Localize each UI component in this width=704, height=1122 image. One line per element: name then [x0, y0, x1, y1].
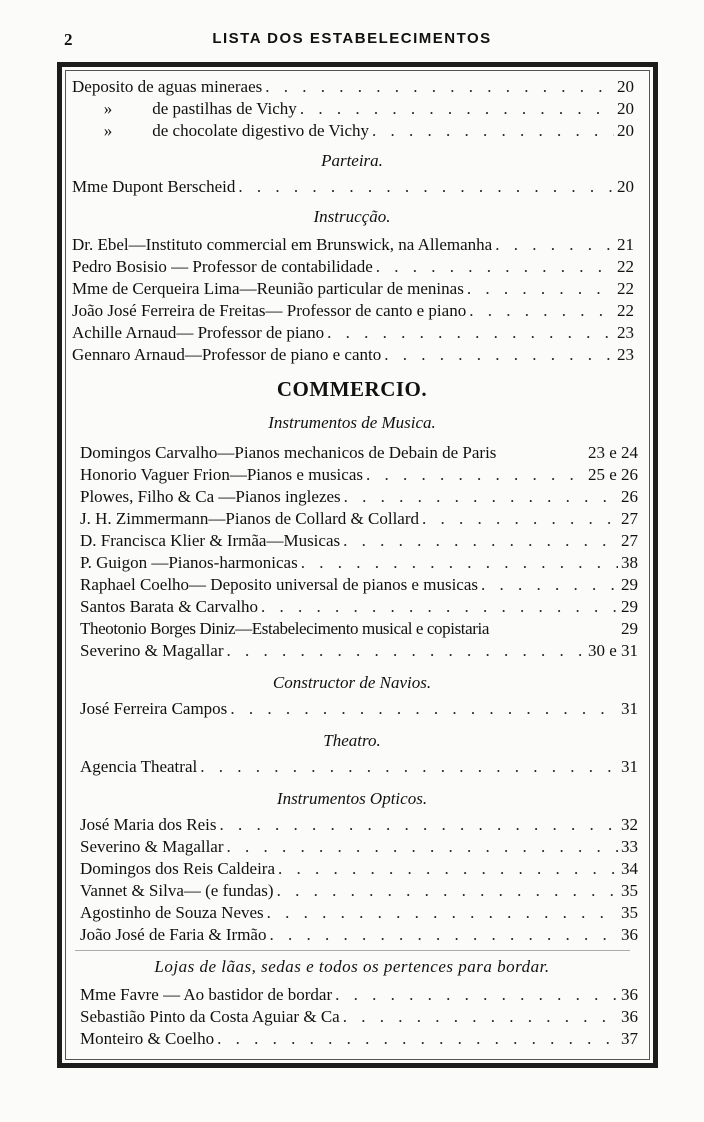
- dot-leader: [200, 756, 618, 778]
- running-head: LISTA DOS ESTABELECIMENTOS: [212, 30, 492, 47]
- entry-name: Severino & Magallar: [80, 837, 224, 856]
- entry-page: 37: [621, 1029, 638, 1048]
- dot-leader: [495, 234, 614, 256]
- subheading-navios: Constructor de Navios.: [272, 673, 432, 692]
- list-item: [72, 176, 634, 198]
- list-item: [80, 552, 638, 574]
- entry-page: 31: [621, 699, 638, 718]
- dot-leader: [376, 256, 614, 278]
- entry-name: José Ferreira Campos: [80, 699, 228, 718]
- entry-name: Mme Dupont Berscheid: [72, 177, 236, 196]
- list-item: [80, 924, 638, 946]
- entry-page: 21: [617, 235, 634, 254]
- dot-leader: [238, 176, 614, 198]
- list-item: [80, 984, 638, 1006]
- dot-leader: [230, 698, 618, 720]
- dot-leader: [217, 1028, 618, 1050]
- entry-page: 38: [621, 553, 638, 572]
- list-item: [72, 322, 634, 344]
- entry-page: 27: [621, 509, 638, 528]
- ditto-mark: »: [103, 99, 113, 118]
- entry-name: Domingos Carvalho—Pianos mechanicos de Debain de Paris: [80, 443, 497, 462]
- entry-name: P. Guigon —Pianos-harmonicas: [80, 553, 298, 572]
- subheading-laas: Lojas de lãas, sedas e todos os pertences para bordar.: [154, 957, 550, 976]
- entry-page: 26: [621, 487, 638, 506]
- entry-name: Honorio Vaguer Frion—Pianos e musicas: [80, 465, 363, 484]
- entry-name: Theotonio Borges Diniz—Estabelecimento musical e copistaria: [80, 619, 489, 638]
- entry-name: Agencia Theatral: [80, 757, 198, 776]
- dot-leader: [277, 880, 618, 902]
- entry-name: Deposito de aguas mineraes: [72, 77, 263, 96]
- entry-name: Santos Barata & Carvalho: [80, 597, 258, 616]
- list-item: [72, 234, 634, 256]
- entry-name: de pastilhas de Vichy: [152, 99, 297, 118]
- entry-page: 36: [621, 925, 638, 944]
- entry-page: 35: [621, 903, 638, 922]
- subheading-theatro: Theatro.: [323, 731, 381, 750]
- dot-leader: [343, 1006, 618, 1028]
- list-item: [72, 344, 634, 366]
- entry-name: Agostinho de Souza Neves: [80, 903, 264, 922]
- list-item: [80, 880, 638, 902]
- entry-page: 32: [621, 815, 638, 834]
- subheading-opticos: Instrumentos Opticos.: [276, 789, 428, 808]
- entry-page: 30 e 31: [587, 641, 638, 660]
- dot-leader: [384, 344, 614, 366]
- entry-page: 20: [617, 177, 634, 196]
- list-item: [80, 836, 638, 858]
- entry-name: D. Francisca Klier & Irmãa—Musicas: [80, 531, 341, 550]
- entry-name: Mme Favre — Ao bastidor de bordar: [80, 985, 333, 1004]
- ditto-mark: »: [103, 121, 113, 140]
- list-item: [80, 902, 638, 924]
- entry-page: 31: [621, 757, 638, 776]
- dot-leader: [265, 76, 614, 98]
- entry-name: Dr. Ebel—Instituto commercial em Brunswick, na Allemanha: [72, 235, 493, 254]
- subheading-parteira: Parteira.: [321, 151, 383, 170]
- entry-name: de chocolate digestivo de Vichy: [152, 121, 370, 140]
- page-number: 2: [64, 30, 73, 49]
- entry-name: Pedro Bosisio — Professor de contabilidade: [72, 257, 373, 276]
- entry-name: Monteiro & Coelho: [80, 1029, 215, 1048]
- entry-name: Achille Arnaud— Professor de piano: [72, 323, 325, 342]
- entry-name: José Maria dos Reis: [80, 815, 217, 834]
- list-item: [72, 256, 634, 278]
- list-item: [72, 76, 634, 98]
- entry-page: 23: [617, 323, 634, 342]
- entry-page: 33: [621, 837, 638, 856]
- list-item: [80, 640, 638, 662]
- list-item: [80, 814, 638, 836]
- entry-page: 20: [617, 77, 634, 96]
- dot-leader: [278, 858, 618, 880]
- dot-leader: [261, 596, 618, 618]
- list-item: [80, 574, 638, 596]
- section-title-commercio: COMMERCIO.: [276, 377, 428, 401]
- dot-leader: [269, 924, 618, 946]
- list-item: [80, 858, 638, 880]
- dot-leader: [267, 902, 618, 924]
- list-item: [80, 756, 638, 778]
- list-item: [80, 486, 638, 508]
- dot-leader: [366, 464, 585, 486]
- entry-page: 29: [621, 575, 638, 594]
- entry-name: João José de Faria & Irmão: [80, 925, 267, 944]
- entry-page: 35: [621, 881, 638, 900]
- entry-page: 36: [621, 985, 638, 1004]
- entry-page: 22: [617, 257, 634, 276]
- list-item: [80, 530, 638, 552]
- entry-name: Plowes, Filho & Ca —Pianos inglezes: [80, 487, 341, 506]
- list-item: [80, 1028, 638, 1050]
- entry-page: 25 e 26: [587, 465, 638, 484]
- entry-page: 27: [621, 531, 638, 550]
- entry-page: 23: [617, 345, 634, 364]
- subheading-instruccao: Instrucção.: [313, 207, 391, 226]
- entry-page: 22: [617, 279, 634, 298]
- list-item: [80, 618, 638, 640]
- list-item: [80, 464, 638, 486]
- entry-page: 23 e 24: [587, 443, 638, 462]
- list-item: [72, 300, 634, 322]
- list-item: [72, 120, 634, 142]
- entry-page: 36: [621, 1007, 638, 1026]
- list-item: [72, 98, 634, 120]
- dot-leader: [227, 836, 618, 858]
- entry-page: 29: [621, 619, 638, 638]
- list-item: [80, 596, 638, 618]
- entry-name: João José Ferreira de Freitas— Professor de canto e piano: [72, 301, 467, 320]
- list-item: [80, 508, 638, 530]
- dot-leader: [343, 530, 618, 552]
- entry-name: J. H. Zimmermann—Pianos de Collard & Collard: [80, 509, 420, 528]
- dot-leader: [301, 552, 618, 574]
- dot-leader: [469, 300, 614, 322]
- list-item: [80, 698, 638, 720]
- dot-leader: [335, 984, 618, 1006]
- subheading-musica: Instrumentos de Musica.: [268, 413, 436, 432]
- dot-leader: [344, 486, 618, 508]
- entry-name: Domingos dos Reis Caldeira: [80, 859, 276, 878]
- entry-page: 29: [621, 597, 638, 616]
- dot-leader: [372, 120, 614, 142]
- entry-page: 34: [621, 859, 638, 878]
- dot-leader: [467, 278, 614, 300]
- dot-leader: [422, 508, 618, 530]
- list-item: [80, 442, 638, 464]
- list-item: [72, 278, 634, 300]
- dot-leader: [227, 640, 585, 662]
- dot-leader: [300, 98, 614, 120]
- list-item: [80, 1006, 638, 1028]
- entry-name: Raphael Coelho— Deposito universal de pianos e musicas: [80, 575, 478, 594]
- entry-name: Vannet & Silva— (e fundas): [80, 881, 274, 900]
- dot-leader: [219, 814, 618, 836]
- divider: [75, 950, 630, 951]
- entry-name: Gennaro Arnaud—Professor de piano e canto: [72, 345, 382, 364]
- dot-leader: [327, 322, 614, 344]
- entry-name: Severino & Magallar: [80, 641, 224, 660]
- entry-page: 20: [617, 121, 634, 140]
- entry-name: Sebastião Pinto da Costa Aguiar & Ca: [80, 1007, 340, 1026]
- entry-name: Mme de Cerqueira Lima—Reunião particular de meninas: [72, 279, 464, 298]
- dot-leader: [481, 574, 618, 596]
- entry-page: 22: [617, 301, 634, 320]
- entry-page: 20: [617, 99, 634, 118]
